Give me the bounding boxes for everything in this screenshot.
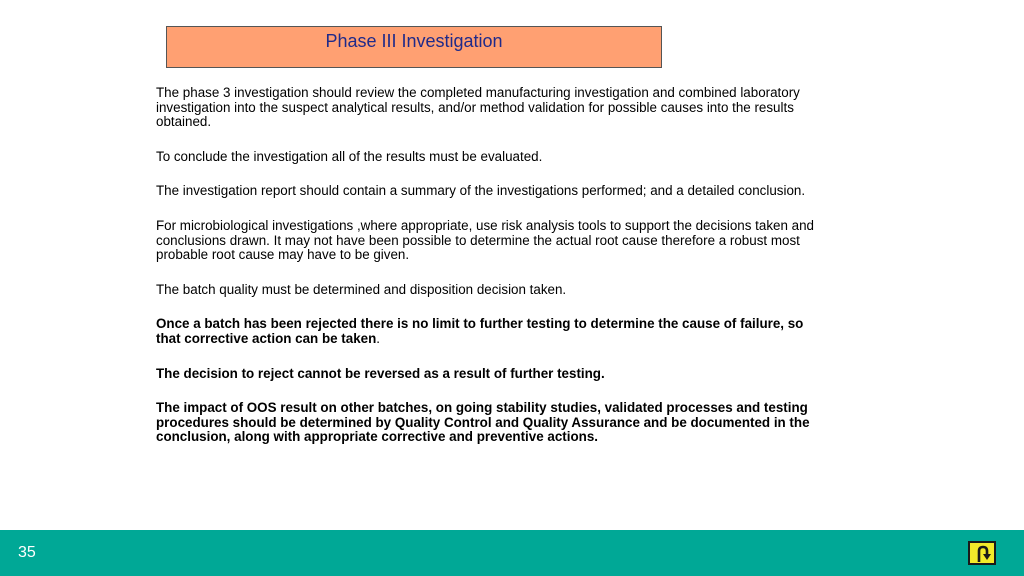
paragraph-oos-impact: The impact of OOS result on other batches, on going stability studies, validated processes and testing procedures should be determined by Quality Control and Quality Assurance and be documented in the conclusion, along with appropriate corrective and preventive actions. (156, 400, 810, 445)
paragraph-conclude: To conclude the investigation all of the results must be evaluated. (156, 148, 543, 164)
paragraph-report: The investigation report should contain a summary of the investigations performed; and a detailed conclusion. (156, 183, 806, 199)
paragraph-phase3-review: The phase 3 investigation should review the completed manufacturing investigation and combined laboratory investigation into the suspect analytical results, and/or method validation for possible causes into the results obtained. (156, 85, 800, 130)
paragraph-rejected-batch (156, 317, 824, 346)
slide-body (156, 86, 824, 465)
u-turn-arrow-icon (973, 544, 993, 563)
page-number: 35 (18, 544, 36, 561)
paragraph-batch-quality: The batch quality must be determined and disposition decision taken. (156, 281, 567, 297)
title-box (166, 26, 662, 68)
footer-bar (0, 530, 1024, 576)
return-button[interactable] (968, 541, 996, 565)
paragraph-reject-decision: The decision to reject cannot be reversed as a result of further testing. (156, 365, 605, 381)
rejected-batch-tail: . (376, 330, 381, 346)
paragraph-microbiological: For microbiological investigations ,where appropriate, use risk analysis tools to support the decisions taken and conclusions drawn. It may not have been possible to determine the actual root cause therefore a robust most probable root cause may have to be given. (156, 217, 814, 263)
slide-title: Phase III Investigation (325, 31, 503, 51)
rejected-batch-bold-text: Once a batch has been rejected there is no limit to further testing to determine the cause of failure, so that corrective action can be taken (156, 316, 804, 346)
